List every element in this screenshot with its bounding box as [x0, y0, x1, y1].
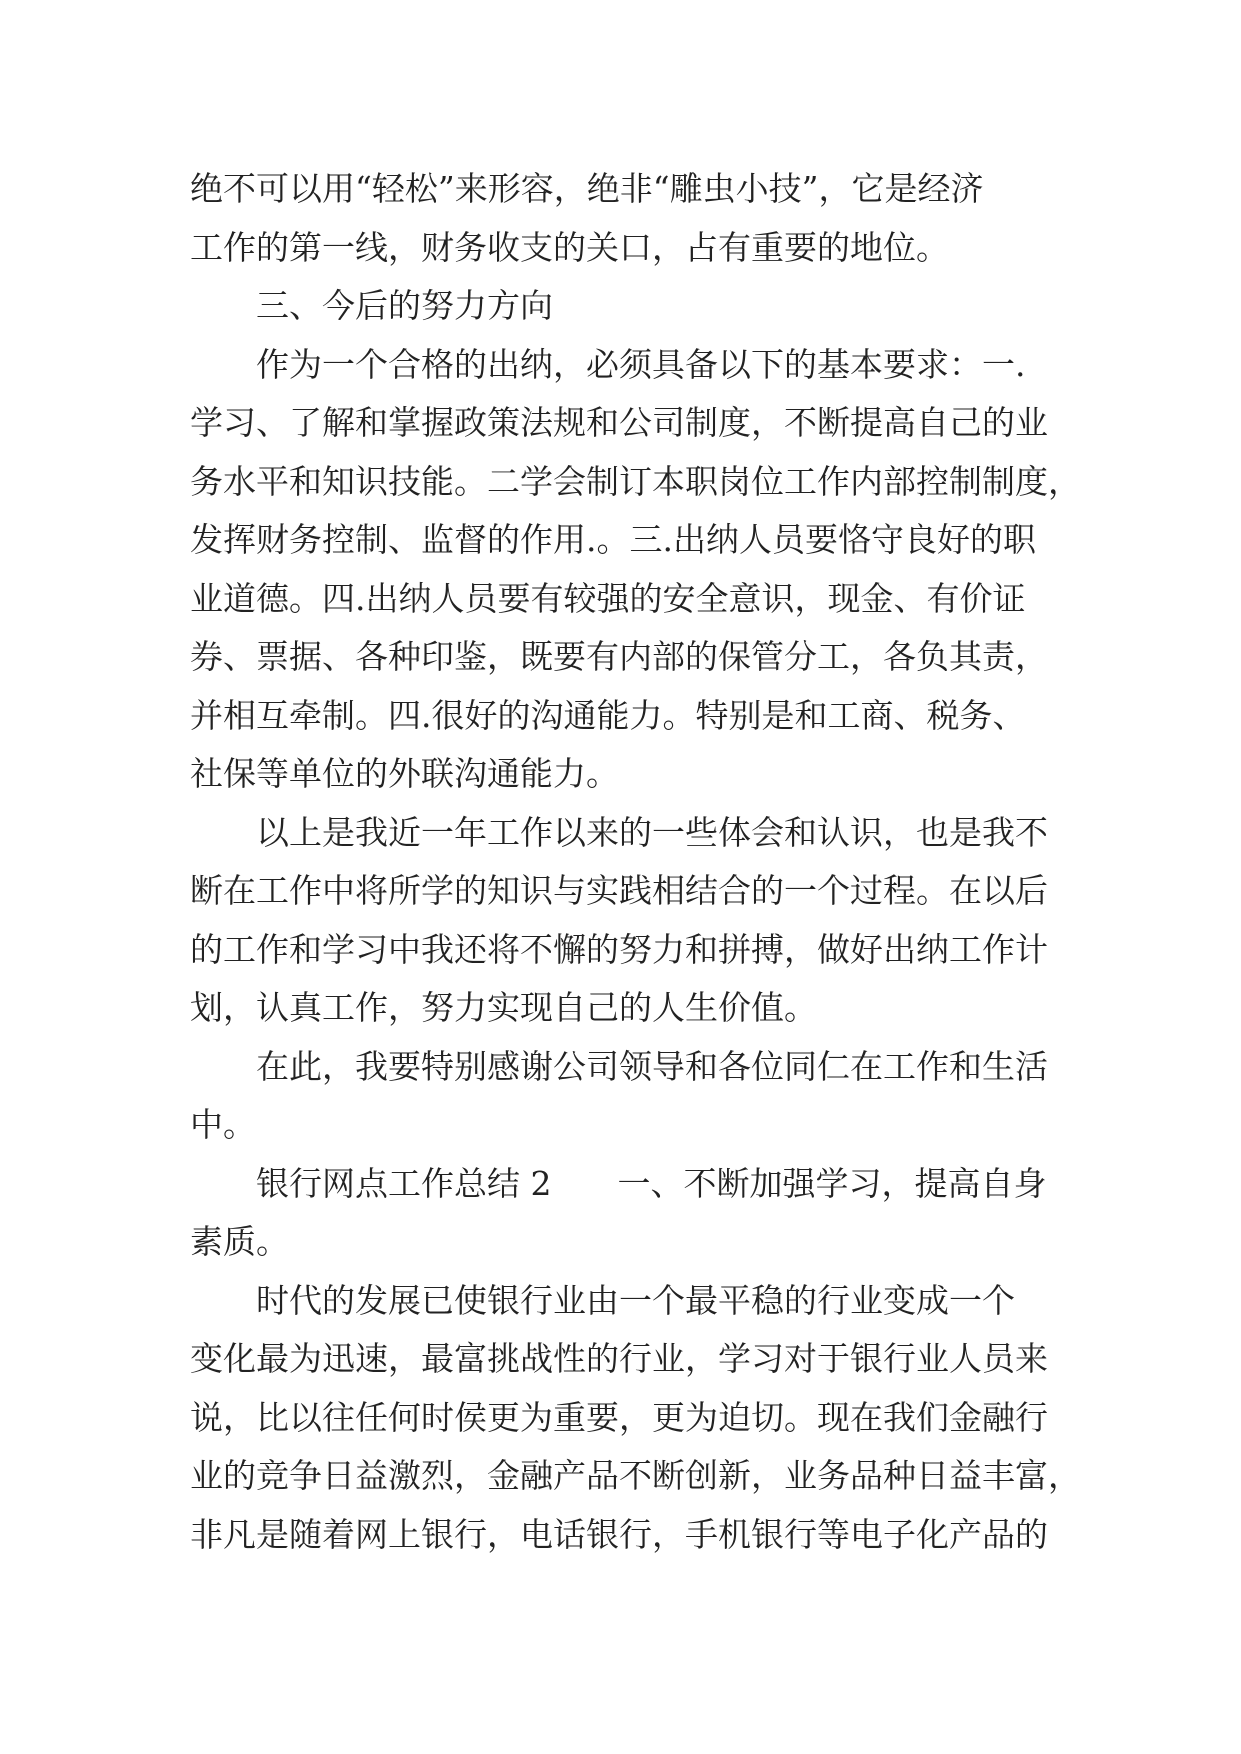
text-line: 以上是我近一年工作以来的一些体会和认识，也是我不 [256, 812, 1048, 852]
text-line: 务水平和知识技能。二学会制订本职岗位工作内部控制制度， [190, 461, 1081, 501]
section-heading: 银行网点工作总结 2 一、不断加强学习，提高自身 [256, 1163, 1047, 1203]
text-line: 券、票据、各种印鉴，既要有内部的保管分工，各负其责， [190, 637, 1048, 676]
text-line: 绝不可以用“轻松”来形容，绝非“雕虫小技”，它是经济 [190, 169, 984, 208]
text-line: 说，比以往任何时侯更为重要，更为迫切。现在我们金融行 [190, 1397, 1048, 1437]
text-line: 学习、了解和掌握政策法规和公司制度，不断提高自己的业 [190, 403, 1048, 442]
text-line: 发挥财务控制、监督的作用.。三.出纳人员要恪守良好的职 [190, 520, 1036, 559]
text-line: 作为一个合格的出纳，必须具备以下的基本要求：一. [256, 344, 1026, 384]
document-body [190, 160, 1081, 1564]
text-line: 变化最为迅速，最富挑战性的行业，学习对于银行业人员来 [190, 1339, 1048, 1378]
text-line: 中。 [190, 1105, 256, 1144]
text-line: 非凡是随着网上银行，电话银行，手机银行等电子化产品的 [190, 1514, 1048, 1554]
text-line: 工作的第一线，财务收支的关口，占有重要的地位。 [190, 227, 949, 267]
section-heading: 三、今后的努力方向 [256, 286, 553, 325]
text-line: 社保等单位的外联沟通能力。 [190, 754, 619, 793]
text-line: 业的竞争日益激烈，金融产品不断创新，业务品种日益丰富， [190, 1456, 1081, 1495]
text-line: 时代的发展已使银行业由一个最平稳的行业变成一个 [256, 1280, 1015, 1320]
text-line: 素质。 [190, 1222, 289, 1261]
text-line: 划，认真工作，努力实现自己的人生价值。 [190, 988, 817, 1027]
text-line: 断在工作中将所学的知识与实践相结合的一个过程。在以后 [190, 871, 1048, 910]
text-line: 在此，我要特别感谢公司领导和各位同仁在工作和生活 [256, 1046, 1048, 1086]
text-line: 并相互牵制。四.很好的沟通能力。特别是和工商、税务、 [190, 695, 1026, 735]
text-line: 业道德。四.出纳人员要有较强的安全意识，现金、有价证 [190, 578, 1026, 618]
text-line: 的工作和学习中我还将不懈的努力和拼搏，做好出纳工作计 [190, 929, 1048, 969]
